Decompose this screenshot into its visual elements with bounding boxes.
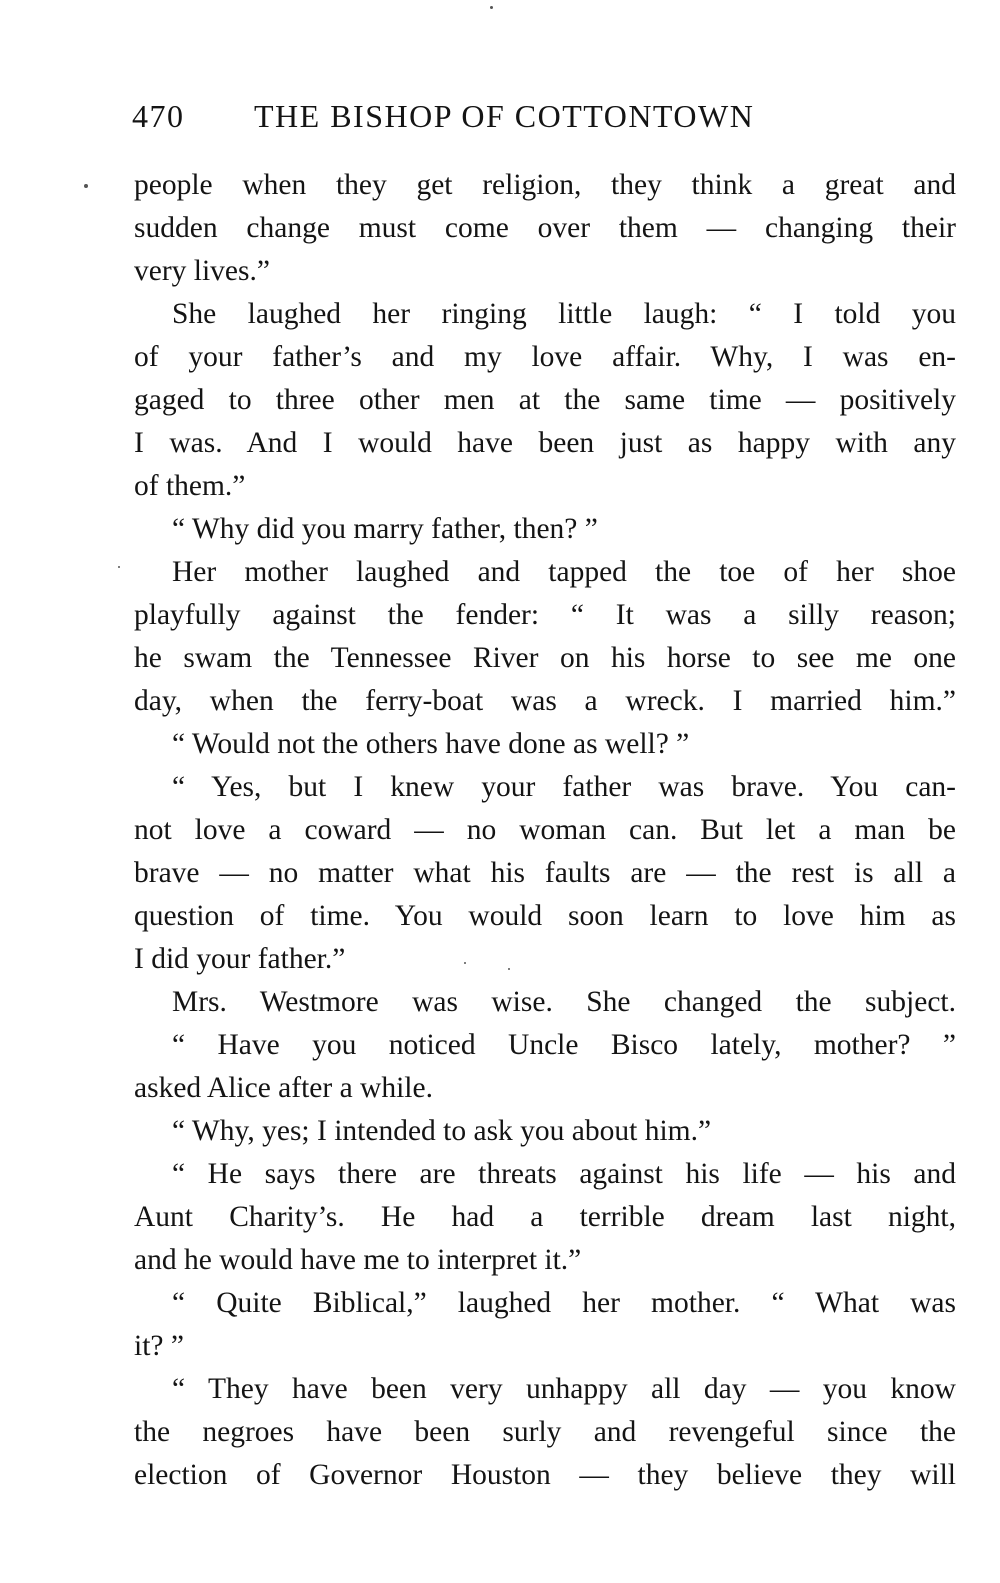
text-line: not love a coward — no woman can. But let a man be [134,814,956,846]
text-line: I did your father.” [134,943,346,975]
text-line: asked Alice after a while. [134,1072,433,1104]
text-line: “ Why, yes; I intended to ask you about him.” [172,1115,712,1147]
scan-speck [464,962,466,964]
text-line: of your father’s and my love affair. Why, I was en- [134,341,956,373]
scan-speck [508,968,510,970]
text-line: he swam the Tennessee River on his horse to see me one [134,642,956,674]
text-line: “ Would not the others have done as well? ” [172,728,690,760]
text-line: playfully against the fender: “ It was a silly reason; [134,599,956,631]
text-line: “ He says there are threats against his life — his and [172,1158,956,1190]
text-line: it? ” [134,1330,184,1362]
running-title: THE BISHOP OF COTTONTOWN [254,98,755,134]
text-line: “ Have you noticed Uncle Bisco lately, mother? ” [172,1029,956,1061]
text-line: question of time. You would soon learn to love him as [134,900,956,932]
text-line: and he would have me to interpret it.” [134,1244,582,1276]
scan-speck [84,184,88,188]
page-number: 470 [132,98,185,134]
text-line: She laughed her ringing little laugh: “ I told you [172,298,956,330]
text-line: “ Yes, but I knew your father was brave. You can- [172,771,956,803]
scan-speck [490,6,493,9]
text-line: day, when the ferry-boat was a wreck. I married him.” [134,685,956,717]
text-line: Mrs. Westmore was wise. She changed the subject. [172,986,956,1018]
text-line: I was. And I would have been just as happy with any [134,427,956,459]
text-line: of them.” [134,470,246,502]
text-line: the negroes have been surly and revengeful since the [134,1416,956,1448]
text-line: Her mother laughed and tapped the toe of her shoe [172,556,956,588]
text-line: gaged to three other men at the same time — positively [134,384,956,416]
page-header [132,98,832,142]
text-line: Aunt Charity’s. He had a terrible dream last night, [134,1201,956,1233]
text-line: election of Governor Houston — they believe they will [134,1459,956,1491]
text-line: “ They have been very unhappy all day — you know [172,1373,956,1405]
text-line: “ Why did you marry father, then? ” [172,513,598,545]
text-line: brave — no matter what his faults are — the rest is all a [134,857,956,889]
text-line: “ Quite Biblical,” laughed her mother. “ What was [172,1287,956,1319]
scan-speck [118,566,120,568]
text-line: people when they get religion, they think a great and [134,169,956,201]
text-line: sudden change must come over them — changing their [134,212,956,244]
text-line: very lives.” [134,255,270,287]
body-text [134,164,956,1497]
